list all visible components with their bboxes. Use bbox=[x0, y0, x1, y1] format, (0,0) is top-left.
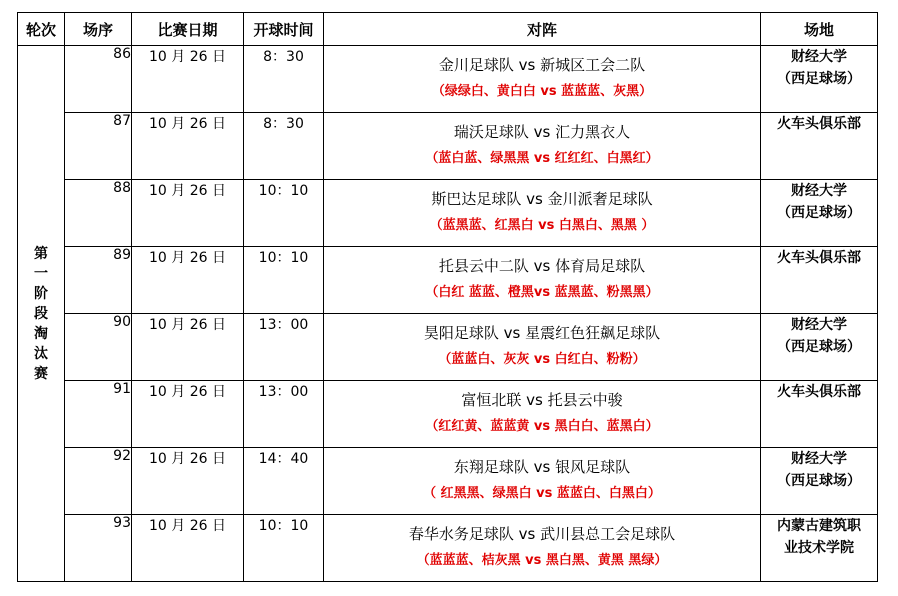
table-row bbox=[18, 180, 878, 247]
kickoff-time: 10：10 bbox=[244, 247, 324, 314]
kit-colors-text: （蓝蓝白、灰灰 vs 白红白、粉粉） bbox=[438, 352, 646, 367]
match-number: 90 bbox=[65, 314, 132, 381]
table-row bbox=[18, 113, 878, 180]
teams-text: 春华水务足球队 vs 武川县总工会足球队 bbox=[408, 525, 676, 543]
venue-cell bbox=[761, 448, 878, 515]
kickoff-time: 10：10 bbox=[244, 180, 324, 247]
matchup-cell bbox=[324, 448, 761, 515]
teams-text: 托县云中二队 vs 体育局足球队 bbox=[438, 257, 646, 275]
matchup-cell bbox=[324, 515, 761, 582]
match-date: 10 月 26 日 bbox=[132, 180, 244, 247]
venue-cell bbox=[761, 113, 878, 180]
teams-text: 金川足球队 vs 新城区工会二队 bbox=[438, 56, 646, 74]
venue-line1: 火车头俱乐部 bbox=[777, 116, 861, 132]
matchup-cell bbox=[324, 247, 761, 314]
header-row bbox=[18, 13, 878, 46]
venue-line2: 业技术学院 bbox=[784, 540, 854, 556]
venue-line1: 火车头俱乐部 bbox=[777, 384, 861, 400]
kit-colors-text: （蓝蓝蓝、桔灰黑 vs 黑白黑、黄黑 黑绿） bbox=[416, 553, 668, 568]
venue-line2: （西足球场） bbox=[777, 205, 861, 221]
header-kickoff: 开球时间 bbox=[244, 13, 324, 46]
match-number: 87 bbox=[65, 113, 132, 180]
match-number: 89 bbox=[65, 247, 132, 314]
matchup-cell bbox=[324, 314, 761, 381]
matchup-cell bbox=[324, 180, 761, 247]
teams-text: 富恒北联 vs 托县云中骏 bbox=[461, 391, 623, 409]
table-row bbox=[18, 381, 878, 448]
venue-cell bbox=[761, 314, 878, 381]
match-number: 88 bbox=[65, 180, 132, 247]
venue-cell bbox=[761, 247, 878, 314]
venue-cell bbox=[761, 46, 878, 113]
table-row bbox=[18, 46, 878, 113]
match-date: 10 月 26 日 bbox=[132, 515, 244, 582]
header-date: 比赛日期 bbox=[132, 13, 244, 46]
venue-line1: 财经大学 bbox=[791, 451, 847, 467]
header-matchup: 对阵 bbox=[324, 13, 761, 46]
match-number: 92 bbox=[65, 448, 132, 515]
kit-colors-text: （绿绿白、黄白白 vs 蓝蓝蓝、灰黑） bbox=[431, 84, 653, 99]
venue-line1: 火车头俱乐部 bbox=[777, 250, 861, 266]
table-row bbox=[18, 247, 878, 314]
header-round: 轮次 bbox=[18, 13, 65, 46]
match-date: 10 月 26 日 bbox=[132, 247, 244, 314]
match-date: 10 月 26 日 bbox=[132, 46, 244, 113]
kit-colors-text: （ 红黑黑、绿黑白 vs 蓝蓝白、白黑白） bbox=[423, 486, 661, 501]
venue-line1: 内蒙古建筑职 bbox=[777, 518, 861, 534]
round-label: 第一阶段淘汰赛 bbox=[34, 245, 48, 382]
teams-text: 东翔足球队 vs 银风足球队 bbox=[453, 458, 631, 476]
kit-colors-text: （白红 蓝蓝、橙黑vs 蓝黑蓝、粉黑黑） bbox=[425, 285, 659, 300]
teams-text: 瑞沃足球队 vs 汇力黑衣人 bbox=[453, 123, 631, 141]
matchup-cell bbox=[324, 46, 761, 113]
venue-line1: 财经大学 bbox=[791, 183, 847, 199]
venue-cell bbox=[761, 180, 878, 247]
kickoff-time: 14：40 bbox=[244, 448, 324, 515]
teams-text: 昊阳足球队 vs 星震红色狂飙足球队 bbox=[423, 324, 661, 342]
kit-colors-text: （蓝白蓝、绿黑黑 vs 红红红、白黑红） bbox=[425, 151, 659, 166]
venue-line2: （西足球场） bbox=[777, 339, 861, 355]
venue-line1: 财经大学 bbox=[791, 317, 847, 333]
venue-cell bbox=[761, 381, 878, 448]
match-number: 91 bbox=[65, 381, 132, 448]
kickoff-time: 10：10 bbox=[244, 515, 324, 582]
match-date: 10 月 26 日 bbox=[132, 381, 244, 448]
venue-line2: （西足球场） bbox=[777, 473, 861, 489]
match-number: 93 bbox=[65, 515, 132, 582]
kit-colors-text: （红红黄、蓝蓝黄 vs 黑白白、蓝黑白） bbox=[425, 419, 659, 434]
venue-line2: （西足球场） bbox=[777, 71, 861, 87]
table-row bbox=[18, 448, 878, 515]
header-venue: 场地 bbox=[761, 13, 878, 46]
header-match-no: 场序 bbox=[65, 13, 132, 46]
round-cell bbox=[18, 46, 65, 582]
venue-line1: 财经大学 bbox=[791, 49, 847, 65]
kit-colors-text: （蓝黑蓝、红黑白 vs 白黑白、黑黑 ） bbox=[429, 218, 655, 233]
kickoff-time: 8：30 bbox=[244, 46, 324, 113]
kickoff-time: 8：30 bbox=[244, 113, 324, 180]
table-row bbox=[18, 515, 878, 582]
kickoff-time: 13：00 bbox=[244, 381, 324, 448]
kickoff-time: 13：00 bbox=[244, 314, 324, 381]
match-date: 10 月 26 日 bbox=[132, 314, 244, 381]
match-number: 86 bbox=[65, 46, 132, 113]
matchup-cell bbox=[324, 381, 761, 448]
match-date: 10 月 26 日 bbox=[132, 113, 244, 180]
match-date: 10 月 26 日 bbox=[132, 448, 244, 515]
schedule-table bbox=[17, 12, 878, 582]
teams-text: 斯巴达足球队 vs 金川派奢足球队 bbox=[431, 190, 653, 208]
matchup-cell bbox=[324, 113, 761, 180]
table-row bbox=[18, 314, 878, 381]
venue-cell bbox=[761, 515, 878, 582]
